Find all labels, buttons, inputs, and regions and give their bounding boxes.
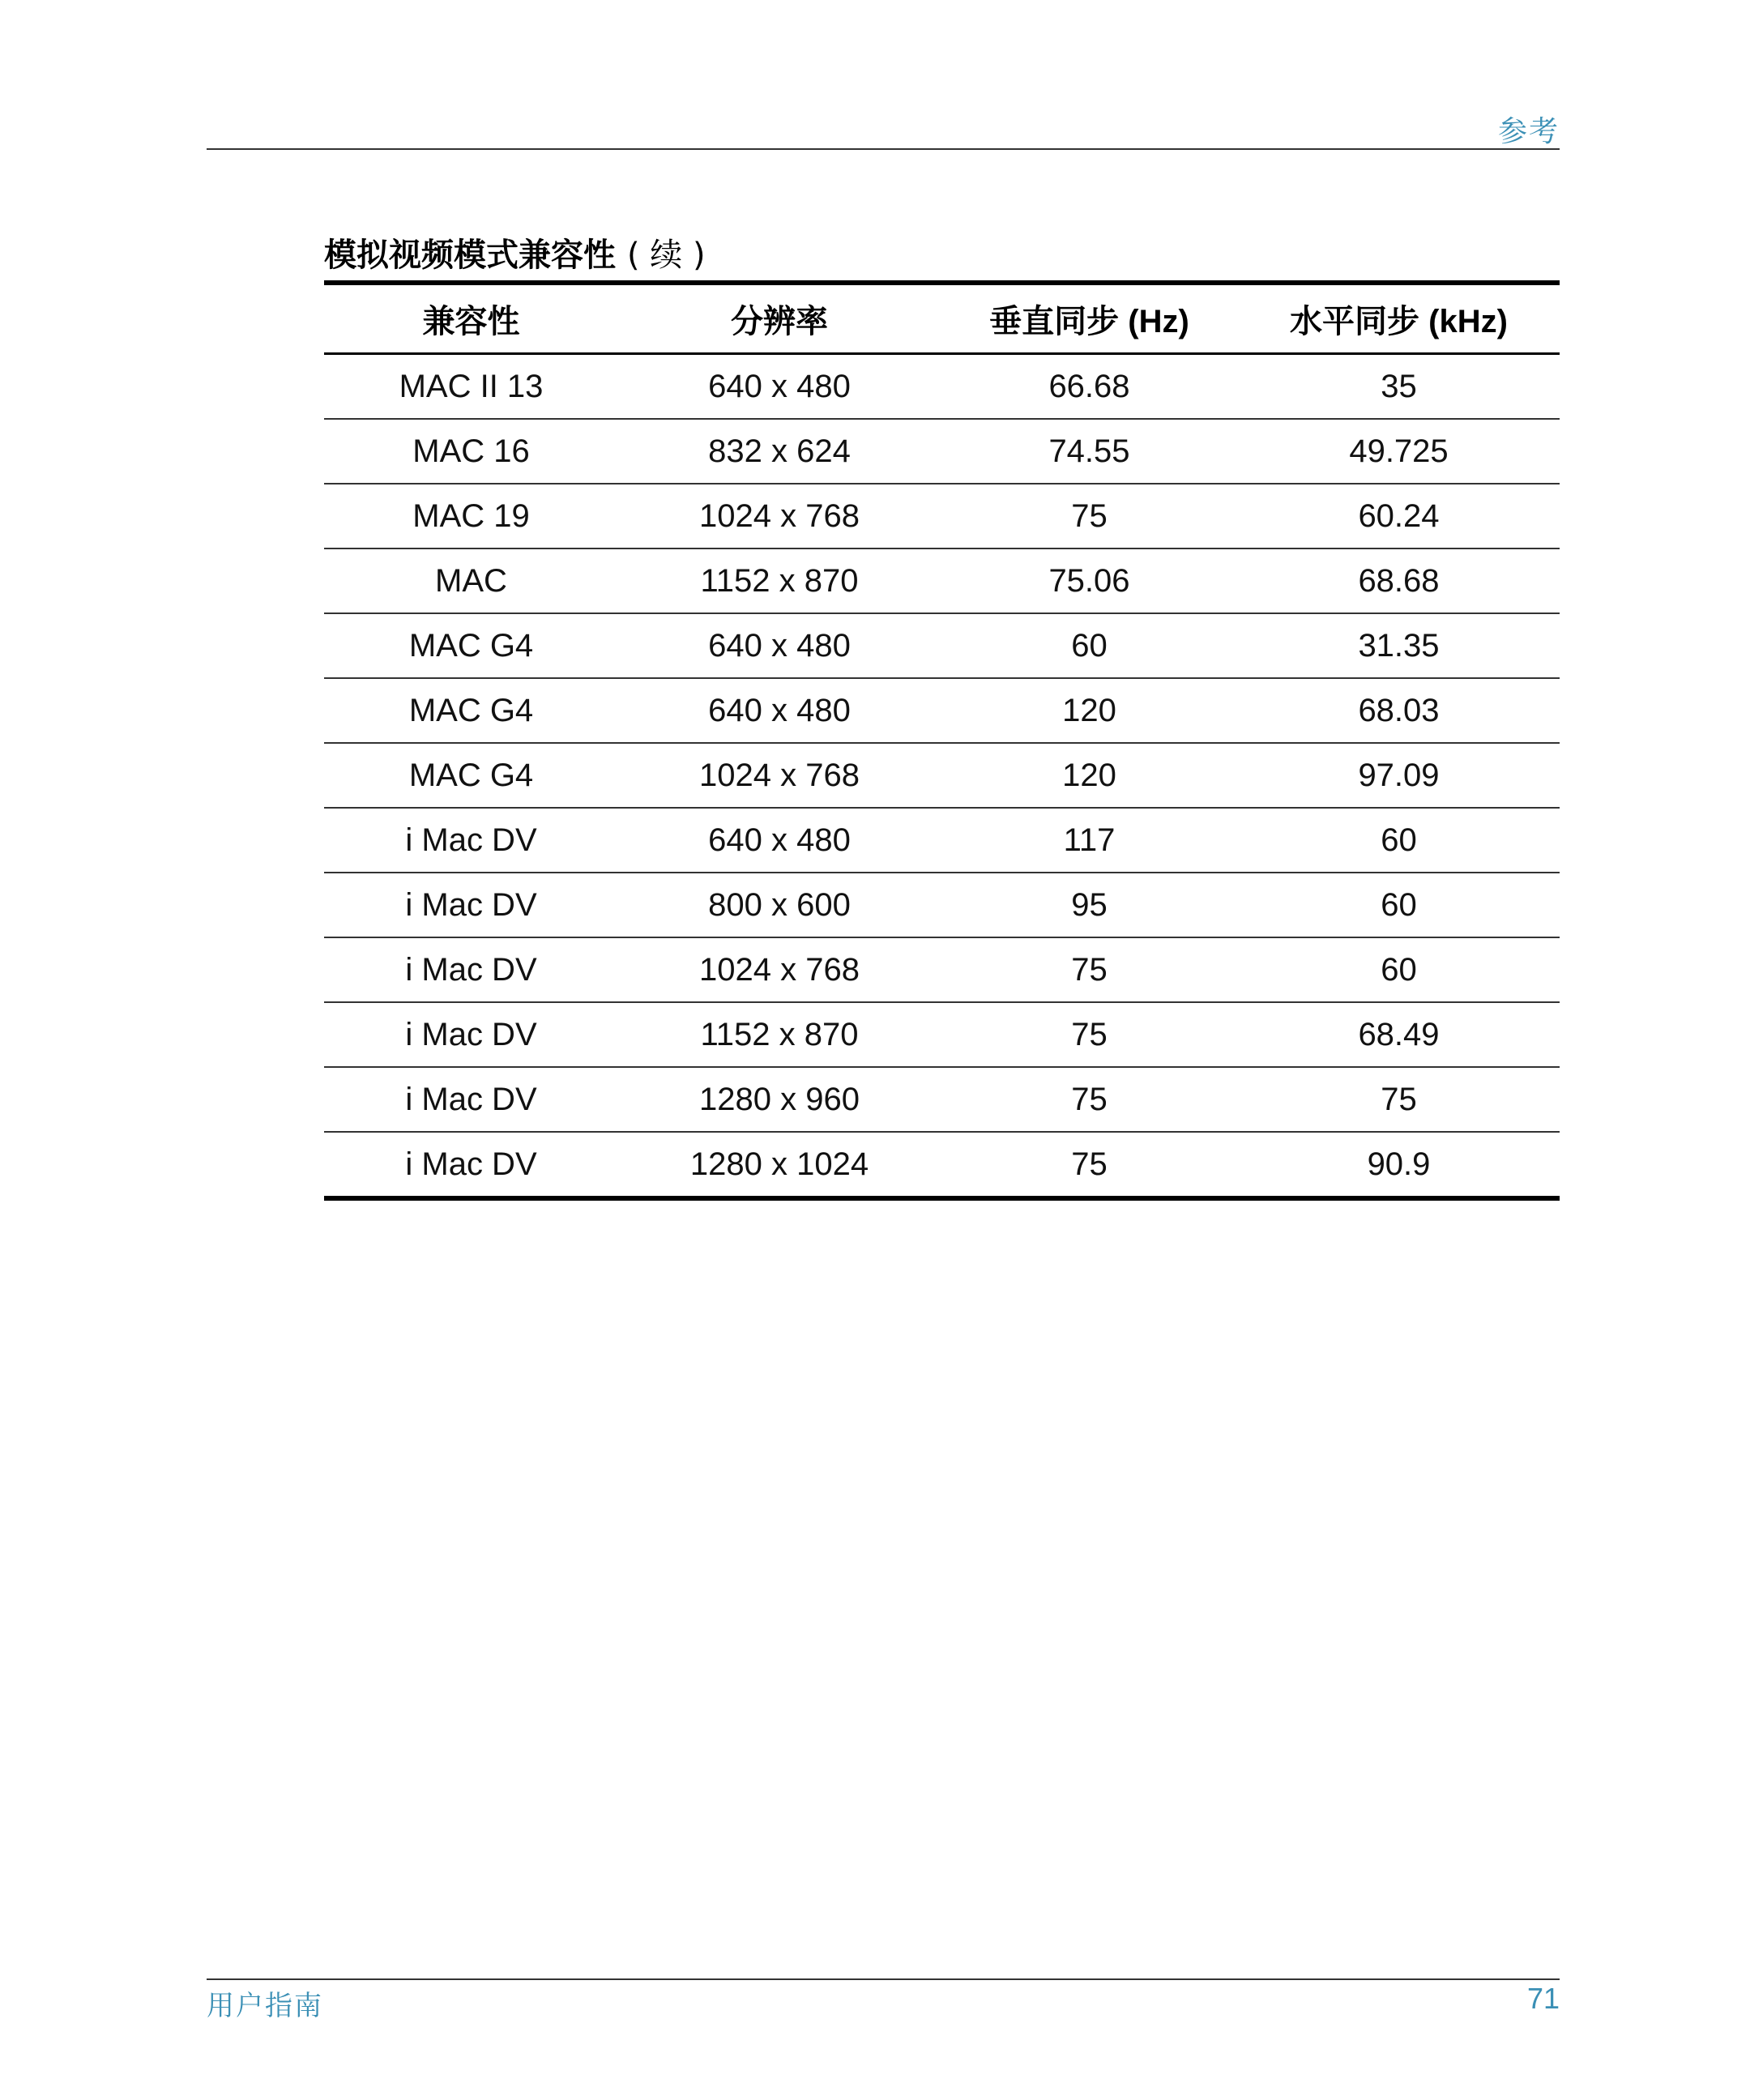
cell-horizontal-sync: 60 <box>1381 951 1417 988</box>
cell-resolution: 832 x 624 <box>708 433 851 469</box>
table-row <box>324 873 1560 937</box>
cell-vertical-sync: 95 <box>1071 886 1108 923</box>
table-row <box>324 808 1560 873</box>
cell-resolution: 1024 x 768 <box>699 757 860 793</box>
cell-vertical-sync: 75.06 <box>1048 562 1130 599</box>
page-number: 71 <box>1526 1982 1560 2015</box>
cell-horizontal-sync: 60 <box>1381 822 1417 858</box>
header-divider <box>207 148 1560 150</box>
footer-divider <box>207 1978 1560 1980</box>
column-header-compatibility: 兼容性 <box>422 304 520 339</box>
cell-resolution: 1152 x 870 <box>700 562 859 599</box>
section-title: 参考 <box>1497 115 1560 148</box>
cell-resolution: 640 x 480 <box>708 627 851 664</box>
cell-compatibility: MAC G4 <box>408 692 534 728</box>
table-header-row <box>324 283 1560 354</box>
table-row <box>324 743 1560 808</box>
table-row <box>324 1067 1560 1132</box>
cell-resolution: 640 x 480 <box>708 822 851 858</box>
cell-resolution: 800 x 600 <box>708 886 851 923</box>
cell-horizontal-sync: 90.9 <box>1367 1146 1431 1182</box>
table-row <box>324 937 1560 1002</box>
cell-compatibility: MAC <box>435 562 507 599</box>
cell-vertical-sync: 75 <box>1071 1016 1108 1052</box>
cell-resolution: 1280 x 1024 <box>689 1146 869 1182</box>
cell-horizontal-sync: 60 <box>1381 886 1417 923</box>
cell-horizontal-sync: 60.24 <box>1358 497 1440 534</box>
table-row <box>324 484 1560 548</box>
cell-resolution: 1024 x 768 <box>699 951 860 988</box>
cell-resolution: 640 x 480 <box>708 692 851 728</box>
cell-compatibility: i Mac DV <box>405 886 537 923</box>
cell-horizontal-sync: 68.03 <box>1358 692 1440 728</box>
cell-compatibility: i Mac DV <box>405 1081 537 1117</box>
cell-resolution: 1280 x 960 <box>699 1081 860 1117</box>
table-row <box>324 419 1560 484</box>
cell-resolution: 640 x 480 <box>708 368 851 404</box>
footer-document-title: 用户指南 <box>207 1990 323 2022</box>
cell-compatibility: i Mac DV <box>405 951 537 988</box>
cell-vertical-sync: 120 <box>1062 757 1116 793</box>
cell-compatibility: MAC 19 <box>412 497 530 534</box>
table-row <box>324 1132 1560 1198</box>
cell-horizontal-sync: 31.35 <box>1358 627 1440 664</box>
column-header-resolution: 分辨率 <box>731 304 828 339</box>
cell-compatibility: MAC G4 <box>408 757 534 793</box>
cell-horizontal-sync: 35 <box>1381 368 1417 404</box>
cell-vertical-sync: 120 <box>1062 692 1116 728</box>
column-header-vertical-sync: 垂直同步 (Hz) <box>989 304 1189 339</box>
cell-horizontal-sync: 97.09 <box>1358 757 1440 793</box>
cell-resolution: 1152 x 870 <box>700 1016 859 1052</box>
table-caption-suffix: ( 续 ) <box>626 237 706 274</box>
cell-horizontal-sync: 68.49 <box>1358 1016 1440 1052</box>
table-caption-title: 模拟视频模式兼容性 <box>324 237 616 274</box>
cell-compatibility: MAC G4 <box>408 627 534 664</box>
cell-compatibility: MAC II 13 <box>399 368 544 404</box>
column-header-horizontal-sync: 水平同步 (kHz) <box>1290 304 1508 339</box>
cell-vertical-sync: 75 <box>1071 1081 1108 1117</box>
cell-horizontal-sync: 75 <box>1381 1081 1417 1117</box>
cell-vertical-sync: 74.55 <box>1048 433 1130 469</box>
cell-compatibility: i Mac DV <box>405 1016 537 1052</box>
table-row <box>324 354 1560 420</box>
table-caption <box>324 229 706 275</box>
table-row <box>324 678 1560 743</box>
cell-compatibility: i Mac DV <box>405 822 537 858</box>
cell-vertical-sync: 75 <box>1071 497 1108 534</box>
cell-compatibility: MAC 16 <box>412 433 530 469</box>
compatibility-table <box>324 280 1560 1201</box>
cell-vertical-sync: 75 <box>1071 951 1108 988</box>
cell-resolution: 1024 x 768 <box>699 497 860 534</box>
cell-vertical-sync: 66.68 <box>1048 368 1130 404</box>
table-body <box>324 354 1560 1199</box>
table-row <box>324 1002 1560 1067</box>
cell-compatibility: i Mac DV <box>405 1146 537 1182</box>
table-row <box>324 613 1560 678</box>
cell-horizontal-sync: 49.725 <box>1349 433 1449 469</box>
cell-vertical-sync: 75 <box>1071 1146 1108 1182</box>
cell-vertical-sync: 60 <box>1071 627 1108 664</box>
cell-horizontal-sync: 68.68 <box>1358 562 1440 599</box>
table-row <box>324 548 1560 613</box>
cell-vertical-sync: 117 <box>1063 822 1116 858</box>
